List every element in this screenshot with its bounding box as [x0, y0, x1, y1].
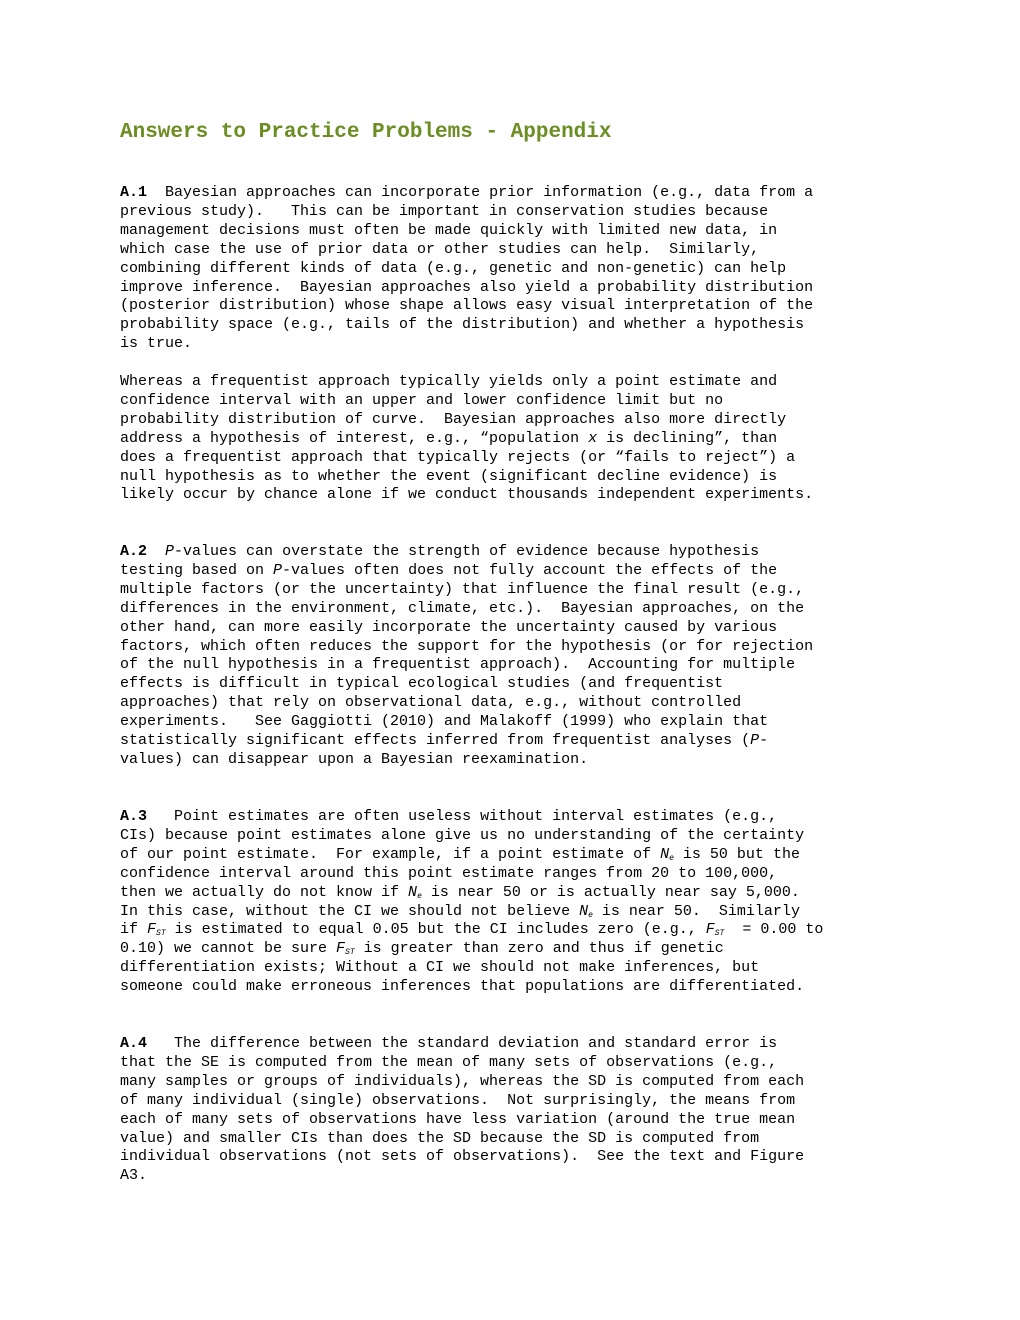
a3-line: Point estimates are often useless without interval estimates (e.g.,: [174, 808, 778, 825]
answer-a4: [120, 1035, 804, 1186]
symbol-ne: $N_e$: [579, 902, 593, 920]
answer-label-a1: A.1: [120, 184, 148, 201]
answer-label-a2: A.2: [120, 543, 148, 560]
symbol-x: x: [588, 429, 598, 447]
a4-line: value) and smaller CIs than does the SD because the SD is computed from: [120, 1129, 760, 1147]
a2-line: effects is difficult in typical ecological studies (and frequentist: [120, 675, 724, 693]
a2-line: multiple factors (or the uncertainty) that influence the final result (e.g.,: [120, 580, 805, 598]
symbol-p: P: [750, 732, 760, 750]
a1-line: likely occur by chance alone if we conduct thousands independent experiments.: [120, 486, 814, 504]
a1-line: is declining”, than: [597, 429, 778, 447]
a4-line: each of many sets of observations have less variation (around the true mean: [120, 1110, 796, 1128]
a3-line: = 0.00 to: [724, 921, 824, 939]
a2-line: statistically significant effects inferred from frequentist analyses (: [120, 732, 751, 750]
a1-line: does a frequentist approach that typically rejects (or “fails to reject”) a: [120, 448, 796, 466]
a3-line: is 50 but the: [673, 845, 800, 863]
a1-line: previous study). This can be important in conservation studies because: [120, 202, 769, 220]
answer-label-a4: A.4: [120, 1035, 148, 1052]
a1-line: which case the use of prior data or other studies can help. Similarly,: [120, 240, 760, 258]
a1-line: null hypothesis as to whether the event (significant decline evidence) is: [120, 467, 778, 485]
answer-a1-paragraph-1: [120, 184, 813, 354]
a3-line: then we actually do not know if: [120, 883, 409, 901]
symbol-fst: $F_{ST}$: [336, 940, 355, 958]
a3-line: is near 50. Similarly: [592, 902, 800, 920]
answer-a1-paragraph-2: [120, 373, 813, 505]
symbol-fst: $F_{ST}$: [147, 921, 166, 939]
a1-line: combining different kinds of data (e.g., genetic and non-genetic) can help: [120, 259, 787, 277]
a2-line: -: [759, 732, 769, 750]
a3-line: confidence interval around this point estimate ranges from 20 to 100,000,: [120, 864, 778, 882]
answer-a3: [120, 808, 823, 997]
symbol-ne: $N_e$: [660, 845, 674, 863]
a4-line: individual observations (not sets of observations). See the text and Figure: [120, 1148, 805, 1166]
a1-line: is true.: [120, 335, 193, 353]
a4-line: many samples or groups of individuals), whereas the SD is computed from each: [120, 1072, 805, 1090]
a2-line: factors, which often reduces the support for the hypothesis (or for rejection: [120, 637, 814, 655]
a1-line: improve inference. Bayesian approaches also yield a probability distribution: [120, 278, 814, 296]
a1-line: Bayesian approaches can incorporate prior information (e.g., data from a: [165, 184, 814, 201]
a1-line: Whereas a frequentist approach typically yields only a point estimate and: [120, 373, 778, 390]
a2-line: approaches) that rely on observational data, e.g., without controlled: [120, 694, 742, 712]
a3-line: someone could make erroneous inferences that populations are differentiated.: [120, 978, 805, 996]
a2-line: -values can overstate the strength of evidence because hypothesis: [174, 543, 760, 560]
page-title: Answers to Practice Problems - Appendix: [120, 121, 612, 144]
a4-line: The difference between the standard deviation and standard error is: [174, 1035, 778, 1052]
a2-line: other hand, can more easily incorporate the uncertainty caused by various: [120, 618, 778, 636]
a1-line: probability distribution of curve. Bayesian approaches also more directly: [120, 410, 787, 428]
a1-line: management decisions must often be made quickly with limited new data, in: [120, 221, 778, 239]
a3-line: if: [120, 921, 148, 939]
a3-line: is estimated to equal 0.05 but the CI includes zero (e.g.,: [165, 921, 706, 939]
a3-line: of our point estimate. For example, if a point estimate of: [120, 845, 661, 863]
a2-line: of the null hypothesis in a frequentist approach). Accounting for multiple: [120, 656, 796, 674]
a3-line: is near 50 or is actually near say 5,000.: [421, 883, 800, 901]
answer-a2: [120, 543, 813, 770]
a3-line: 0.10) we cannot be sure: [120, 940, 337, 958]
a4-line: of many individual (single) observations. Not surprisingly, the means from: [120, 1091, 796, 1109]
answer-label-a3: A.3: [120, 808, 148, 825]
a3-line: differentiation exists; Without a CI we should not make inferences, but: [120, 959, 760, 977]
a1-line: address a hypothesis of interest, e.g., “population: [120, 429, 589, 447]
symbol-p: P: [273, 561, 283, 579]
a2-line: -values often does not fully account the effects of the: [282, 561, 778, 579]
a2-line: experiments. See Gaggiotti (2010) and Malakoff (1999) who explain that: [120, 713, 769, 731]
a3-line: is greater than zero and thus if genetic: [354, 940, 724, 958]
a4-line: A3.: [120, 1167, 148, 1185]
a1-line: confidence interval with an upper and lower confidence limit but no: [120, 391, 724, 409]
symbol-p: P: [165, 543, 175, 560]
a2-line: differences in the environment, climate, etc.). Bayesian approaches, on the: [120, 599, 805, 617]
a3-line: CIs) because point estimates alone give us no understanding of the certainty: [120, 826, 805, 844]
a4-line: that the SE is computed from the mean of many sets of observations (e.g.,: [120, 1053, 778, 1071]
a3-line: In this case, without the CI we should not believe: [120, 902, 580, 920]
a2-line: testing based on: [120, 561, 274, 579]
a1-line: (posterior distribution) whose shape allows easy visual interpretation of the: [120, 297, 814, 315]
symbol-ne: $N_e$: [408, 883, 422, 901]
a1-line: probability space (e.g., tails of the distribution) and whether a hypothesis: [120, 316, 805, 334]
a2-line: values) can disappear upon a Bayesian reexamination.: [120, 750, 589, 768]
symbol-fst: $F_{ST}$: [705, 921, 725, 939]
